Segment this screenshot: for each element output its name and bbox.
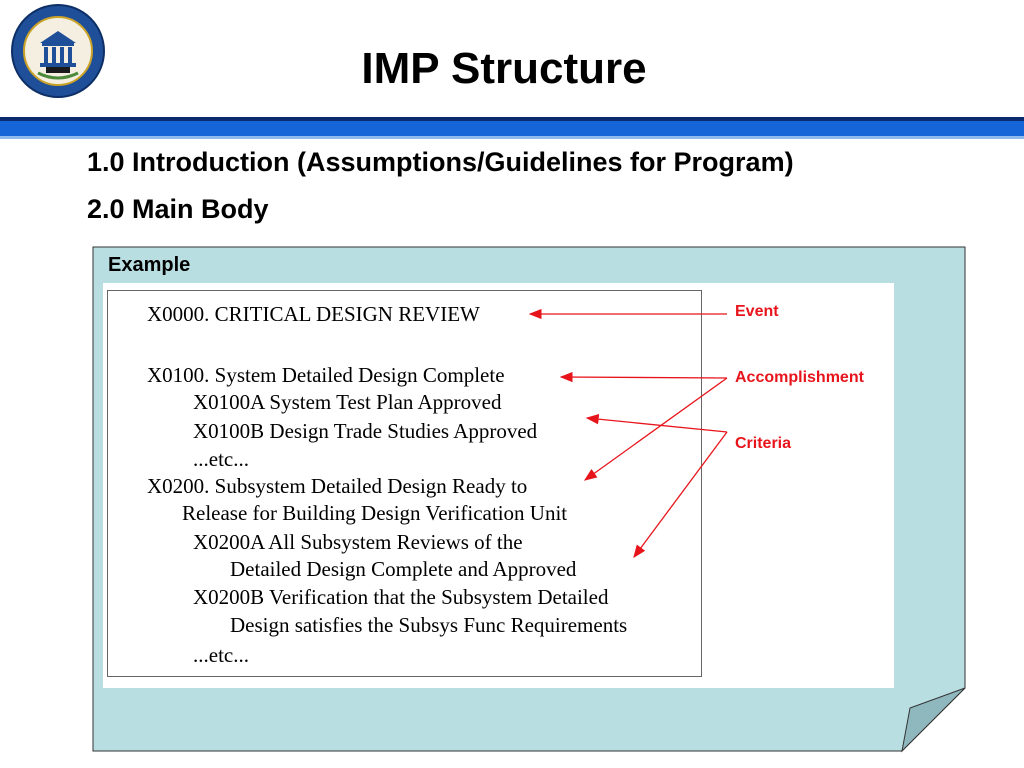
bullet-introduction: 1.0 Introduction (Assumptions/Guidelines for Program) [87, 147, 794, 177]
annotation-accomplishment: Accomplishment [735, 369, 864, 386]
imp-line-etc: ...etc... [193, 447, 249, 471]
imp-line-criteria: X0100A System Test Plan Approved [193, 390, 502, 414]
slide-title: IMP Structure [361, 44, 647, 93]
imp-line-accomplishment: X0100. System Detailed Design Complete [147, 363, 505, 387]
criteria-arrow [587, 418, 727, 432]
accomplishment-arrow [585, 378, 727, 480]
imp-line-accomplishment: X0200. Subsystem Detailed Design Ready to [147, 474, 528, 498]
bullet-main-body: 2.0 Main Body [87, 194, 269, 224]
imp-line-criteria: X0200B Verification that the Subsystem Detailed [193, 585, 609, 609]
imp-line-continuation: Release for Building Design Verification Unit [182, 501, 568, 525]
accomplishment-arrow [561, 377, 727, 378]
imp-line-criteria: X0200A All Subsystem Reviews of the [193, 530, 523, 554]
example-label: Example [108, 254, 191, 276]
criteria-arrow [634, 432, 727, 557]
annotation-criteria: Criteria [735, 435, 792, 452]
imp-line-criteria: X0100B Design Trade Studies Approved [193, 419, 538, 443]
imp-line-etc: ...etc... [193, 643, 249, 667]
annotation-event: Event [735, 303, 779, 320]
imp-line-continuation: Detailed Design Complete and Approved [230, 557, 577, 581]
imp-line-continuation: Design satisfies the Subsys Func Requirements [230, 613, 628, 637]
imp-line-event: X0000. CRITICAL DESIGN REVIEW [147, 302, 480, 326]
